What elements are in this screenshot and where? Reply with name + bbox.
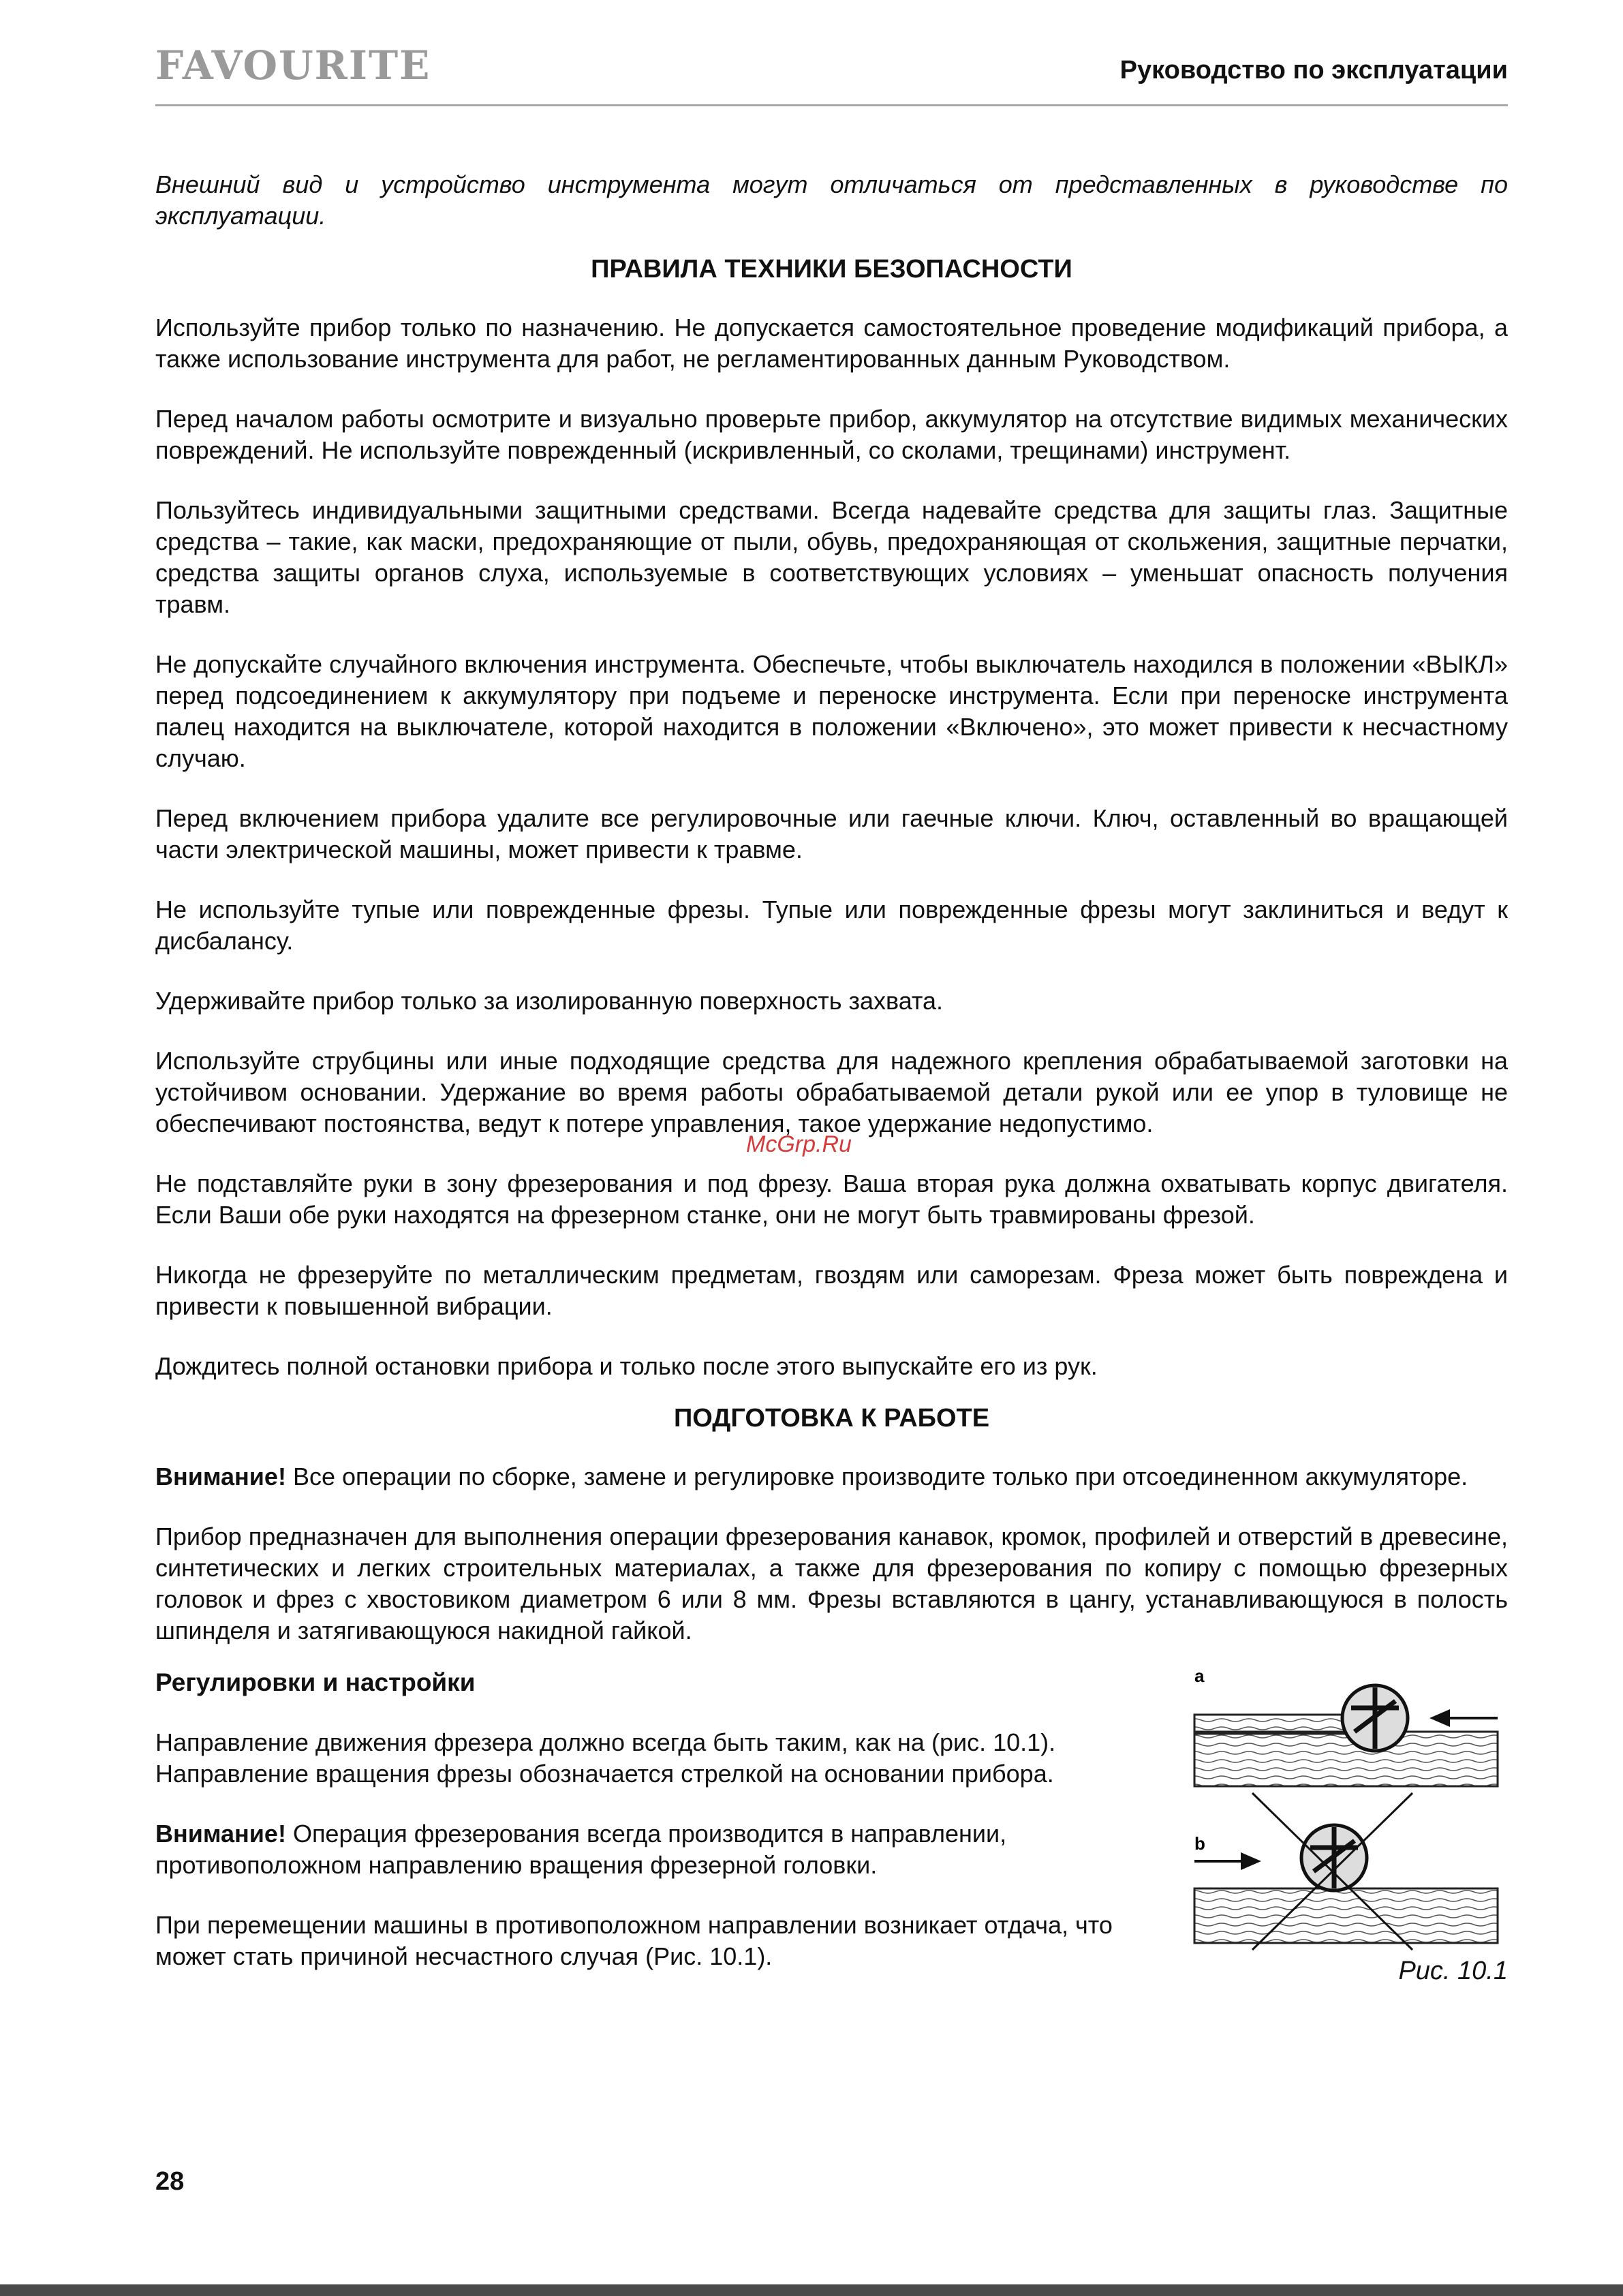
adjustments-paragraph: Направление движения фрезера должно всегда быть таким, как на (рис. 10.1). Направление вращения фрезы обозначается стрелкой на основании прибора. — [155, 1728, 1056, 1788]
adjustments-section — [155, 1667, 1508, 2001]
figure-label-b: b — [1194, 1833, 1205, 1854]
adjustments-paragraph: При перемещении машины в противоположном направлении возникает отдача, что может стать причиной несчастного случая (Рис. 10.1). — [155, 1911, 1113, 1970]
safety-paragraph: Никогда не фрезеруйте по металлическим предметам, гвоздям или саморезам. Фреза может быть повреждена и привести к повышенной вибрации. — [155, 1261, 1508, 1320]
workpiece-b — [1194, 1888, 1498, 1943]
safety-paragraph: Не допускайте случайного включения инструмента. Обеспечьте, чтобы выключатель находился в положении «ВЫКЛ» перед подсоединением к аккумулятору при подъеме и переноске инструмента. Если при переноске инструмента палец находится на выключателе, которой находится в положении «Включено», это может привести к несчастному случаю. — [155, 650, 1508, 772]
safety-paragraph: Не подставляйте руки в зону фрезерования и под фрезу. Ваша вторая рука должна охватывать корпус двигателя. Если Ваши обе руки находятся на фрезерном станке, они не могут быть травмированы фрезой. — [155, 1169, 1508, 1229]
safety-paragraph: Не используйте тупые или поврежденные фрезы. Тупые или поврежденные фрезы могут заклиниться и ведут к дисбалансу. — [155, 896, 1508, 955]
attention-label: Внимание! — [155, 1463, 286, 1490]
figure-10-1 — [1188, 1667, 1508, 2001]
safety-paragraph: Дождитесь полной остановки прибора и только после этого выпускайте его из рук. — [155, 1352, 1098, 1380]
page-number: 28 — [155, 2167, 185, 2196]
page-content — [155, 169, 1508, 2001]
figure-caption: Рис. 10.1 — [1398, 1957, 1508, 1985]
bottom-border — [0, 2284, 1623, 2296]
cutter-b — [1301, 1825, 1367, 1891]
safety-paragraph: Перед включением прибора удалите все регулировочные или гаечные ключи. Ключ, оставленный во вращающей части электрической машины, может привести к травме. — [155, 804, 1508, 863]
document-title: Руководство по эксплуатации — [1119, 56, 1508, 85]
watermark: McGrp.Ru — [746, 1131, 852, 1157]
preparation-paragraph: Прибор предназначен для выполнения операции фрезерования канавок, кромок, профилей и отверстий в древесине, синтетических и легких строительных материалах, а также для фрезерования по копиру с помощью фрезерных головок и фрез с хвостовиком диаметром 6 или 8 мм. Фрезы вставляются в цангу, устанавливающуюся в полость шпинделя и затягивающуюся накидной гайкой. — [155, 1522, 1508, 1644]
safety-heading: ПРАВИЛА ТЕХНИКИ БЕЗОПАСНОСТИ — [591, 255, 1072, 284]
brand-logo: FAVOURITE — [155, 42, 431, 89]
workpiece-a — [1194, 1732, 1498, 1786]
header-divider — [155, 104, 1508, 106]
router-direction-diagram — [1188, 1667, 1508, 1953]
adjustments-heading: Регулировки и настройки — [155, 1668, 476, 1696]
attention-label: Внимание! — [155, 1820, 286, 1848]
safety-paragraph: Пользуйтесь индивидуальными защитными средствами. Всегда надевайте средства для защиты глаз. Защитные средства – такие, как маски, предохраняющие от пыли, обувь, предохраняющая от скольжения, защитные перчатки, средства защиты органов слуха, используемые в соответствующих условиях – уменьшат опасность получения травм. — [155, 496, 1508, 618]
figure-label-a: a — [1194, 1667, 1205, 1686]
attention-text: Все операции по сборке, замене и регулировке производите только при отсоединенном аккумуляторе. — [285, 1463, 1468, 1490]
adjustments-text — [155, 1667, 1177, 2001]
safety-paragraph: Используйте прибор только по назначению. Не допускается самостоятельное проведение модификаций прибора, а также использование инструмента для работ, не регламентированных данным Руководством. — [155, 313, 1508, 373]
preparation-heading: ПОДГОТОВКА К РАБОТЕ — [673, 1404, 990, 1433]
safety-paragraph: Перед началом работы осмотрите и визуально проверьте прибор, аккумулятор на отсутствие видимых механических повреждений. Не используйте поврежденный (искривленный, со сколами, трещинами) инструмент. — [155, 405, 1508, 464]
workpiece-a-top — [1194, 1715, 1344, 1734]
adjustments-attention — [155, 1818, 1177, 1881]
safety-paragraph: Удерживайте прибор только за изолированную поверхность захвата. — [155, 987, 944, 1015]
preparation-attention — [155, 1461, 1508, 1493]
safety-paragraph: Используйте струбцины или иные подходящие средства для надежного крепления обрабатываемой заготовки на устойчивом основании. Удержание во время работы обрабатываемой детали рукой или ее упор в туловище не обеспечивают постоянства, ведут к потере управления, такое удержание недопустимо. — [155, 1047, 1508, 1137]
feed-arrow-a — [1429, 1709, 1498, 1727]
cutter-a — [1342, 1685, 1408, 1751]
attention-text: Операция фрезерования всегда производится в направлении, противоположном направлению вращения фрезерной головки. — [155, 1820, 1007, 1879]
feed-arrow-b — [1194, 1852, 1261, 1870]
intro-note: Внешний вид и устройство инструмента могут отличаться от представленных в руководстве по эксплуатации. — [155, 170, 1508, 230]
